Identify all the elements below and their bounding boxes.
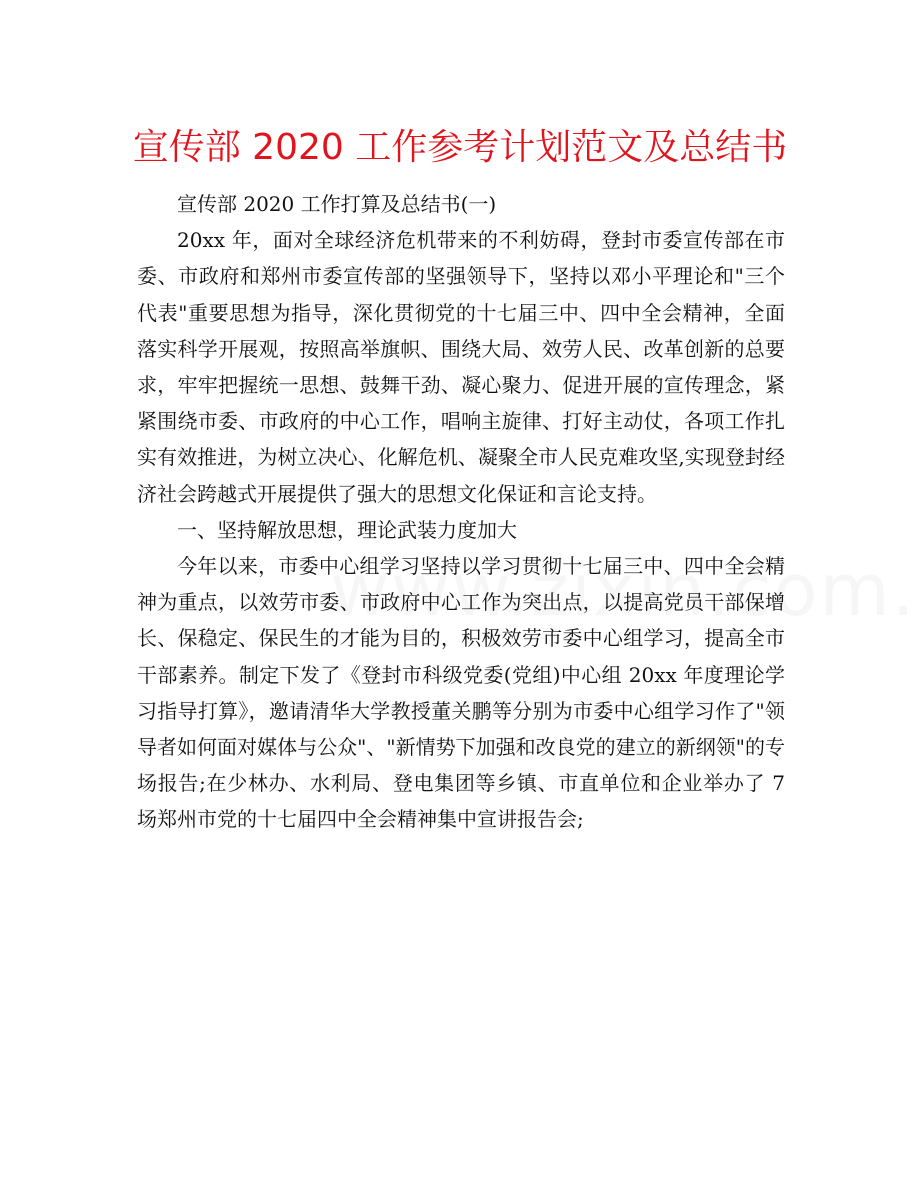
paragraph-section-1: 今年以来，市委中心组学习坚持以学习贯彻十七届三中、四中全会精神为重点，以效劳市委、市政府中心工作为突出点，以提高党员干部保增长、保稳定、保民生的才能为目的，积极效劳市委中心组学习，提高全市干部素养。制定下发了《登封市科级党委(党组)中心组 20xx 年度理论学习指导打算》，邀请清华大学教授董关鹏等分别为市委中心组学习作了"领导者如何面对媒体与公众"、"新情势下加强和改良党的建立的新纲领"的专场报告;在少林办、水利局、登电集团等乡镇、市直单位和企业举办了 7 场郑州市党的十七届四中全会精神集中宣讲报告会;	[137, 554, 785, 832]
document-body	[137, 186, 785, 838]
document-subtitle: 宣传部 2020 工作打算及总结书(一)	[177, 192, 497, 216]
document-title: 宣传部 2020 工作参考计划范文及总结书	[132, 127, 788, 168]
paragraph-intro: 20xx 年，面对全球经济危机带来的不利妨碍，登封市委宣传部在市委、市政府和郑州市委宣传部的坚强领导下，坚持以邓小平理论和"三个代表"重要思想为指导，深化贯彻党的十七届三中、四中全会精神，全面落实科学开展观，按照高举旗帜、围绕大局、效劳人民、改革创新的总要求，牢牢把握统一思想、鼓舞干劲、凝心聚力、促进开展的宣传理念，紧紧围绕市委、市政府的中心工作，唱响主旋律、打好主动仗，各项工作扎实有效推进，为树立决心、化解危机、凝聚全市人民克难攻坚,实现登封经济社会跨越式开展提供了强大的思想文化保证和言论支持。	[137, 228, 785, 506]
section-heading: 一、坚持解放思想，理论武装力度加大	[177, 517, 517, 542]
